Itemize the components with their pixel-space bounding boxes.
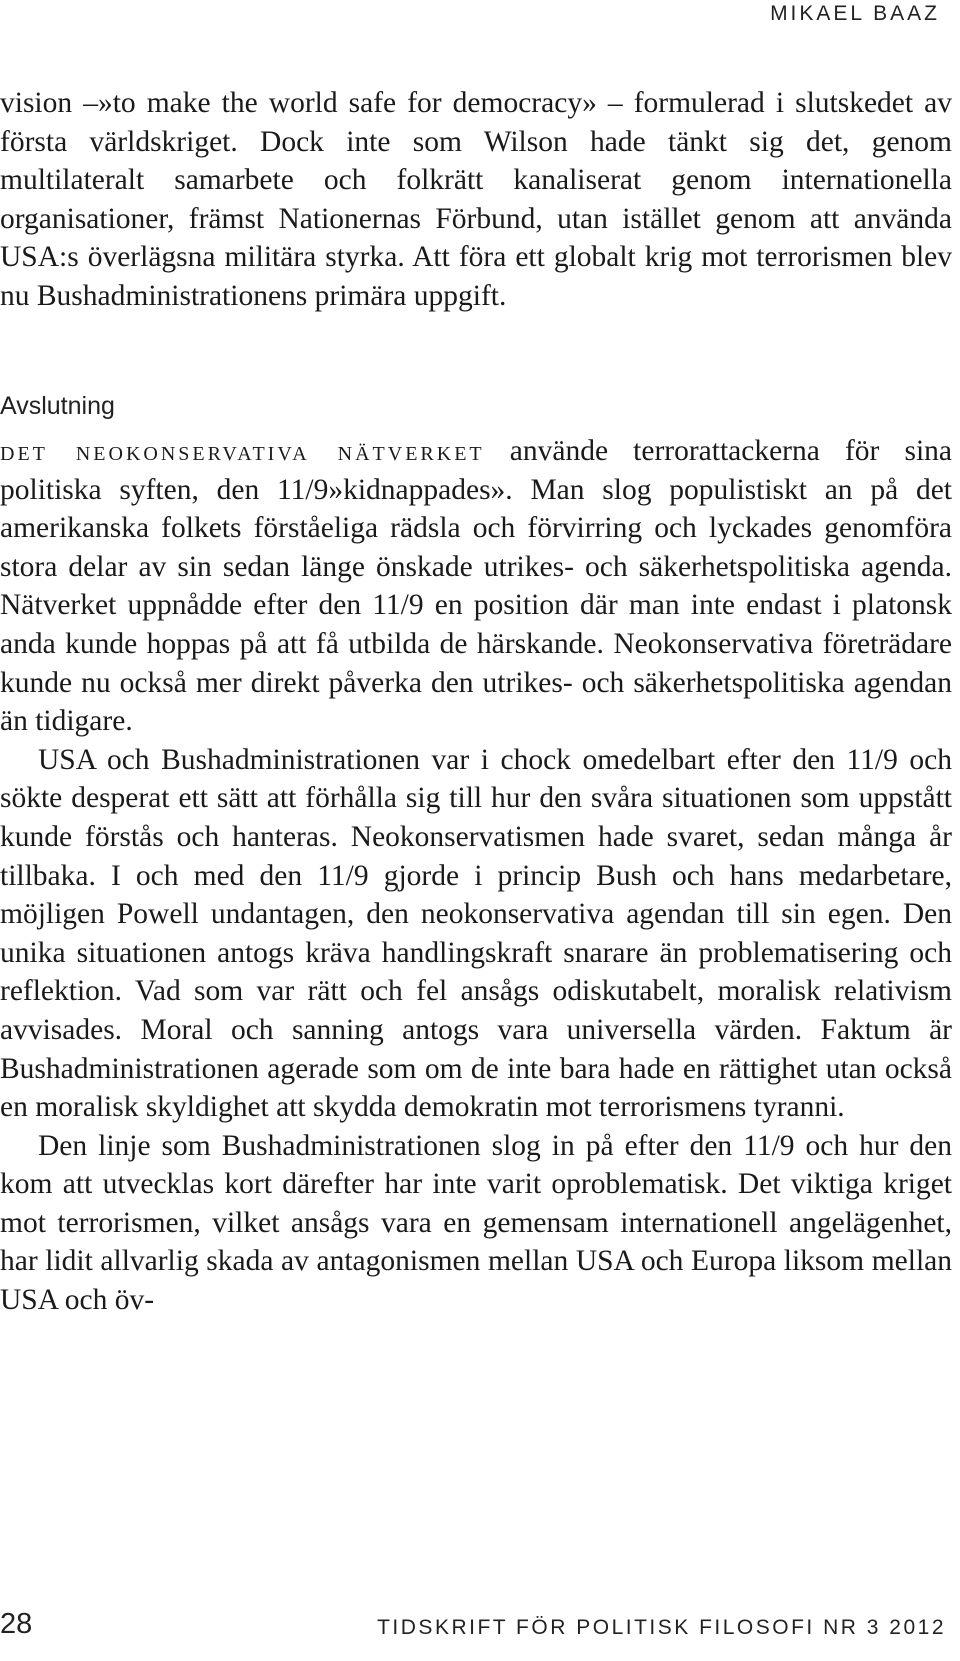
section-body <box>0 432 952 1320</box>
lead-in-smallcaps: det neokonservativa nätverket <box>0 435 485 467</box>
intro-paragraph: vision –»to make the world safe for democracy» – formulerad i slutskedet av första världskriget. Dock inte som Wilson hade tänkt sig det, genom multilateralt samarbete och folkrätt kanaliserat genom internationella organisationer, främst Nationernas Förbund, utan istället genom att använda USA:s överlägsna militära styrka. Att föra ett globalt krig mot terrorismen blev nu Bushadministrationens primära uppgift. <box>0 87 952 312</box>
body-paragraph-3: Den linje som Bushadministrationen slog in på efter den 11/9 och hur den kom att utvecklas kort därefter har inte varit oproblematisk. Det viktiga kriget mot terrorismen, vilket ansågs vara en gemensam internationell angelägenhet, har lidit allvarlig skada av antagonismen mellan USA och Europa liksom mellan USA och öv- <box>0 1129 952 1317</box>
body-paragraph-2: USA och Bushadministrationen var i chock omedelbart efter den 11/9 och sökte desperat ett sätt att förhålla sig till hur den svåra situationen som uppstått kunde förstås och hanteras. Neokonservatismen hade svaret, sedan många år tillbaka. I och med den 11/9 gjorde i princip Bush och hans medarbetare, möjligen Powell undantagen, den neokonservativa agendan till sin egen. Den unika situationen antogs kräva handlingskraft snarare än problematisering och reflektion. Vad som var rätt och fel ansågs odiskutabelt, moralisk relativism avvisades. Moral och sanning antogs vara universella värden. Faktum är Bushadministrationen agerade som om de inte bara hade en rättighet utan också en moralisk skyldighet att skydda demokratin mot terrorismens tyranni. <box>0 743 952 1124</box>
body-paragraph-1 <box>0 432 952 741</box>
body-paragraph-1-text: använde terrorattackerna för sina politiska syften, den 11/9»kidnappades». Man slog populistiskt an på det amerikanska folkets förståeliga rädsla och förvirring och lyckades genomföra stora delar av sin sedan länge önskade utrikes- och säkerhetspolitiska agenda. Nätverket uppnådde efter den 11/9 en position där man inte endast i platonsk anda kunde hoppas på att få utbilda de härskande. Neokonservativa företrädare kunde nu också mer direkt påverka den utrikes- och säkerhetspolitiska agendan än tidigare. <box>0 435 952 738</box>
section-heading: Avslutning <box>0 392 115 420</box>
page-number: 28 <box>0 1608 33 1640</box>
running-head-author: MIKAEL BAAZ <box>770 2 940 25</box>
intro-paragraph-block <box>0 84 952 316</box>
journal-footer: TIDSKRIFT FÖR POLITISK FILOSOFI NR 3 2012 <box>377 1616 946 1639</box>
